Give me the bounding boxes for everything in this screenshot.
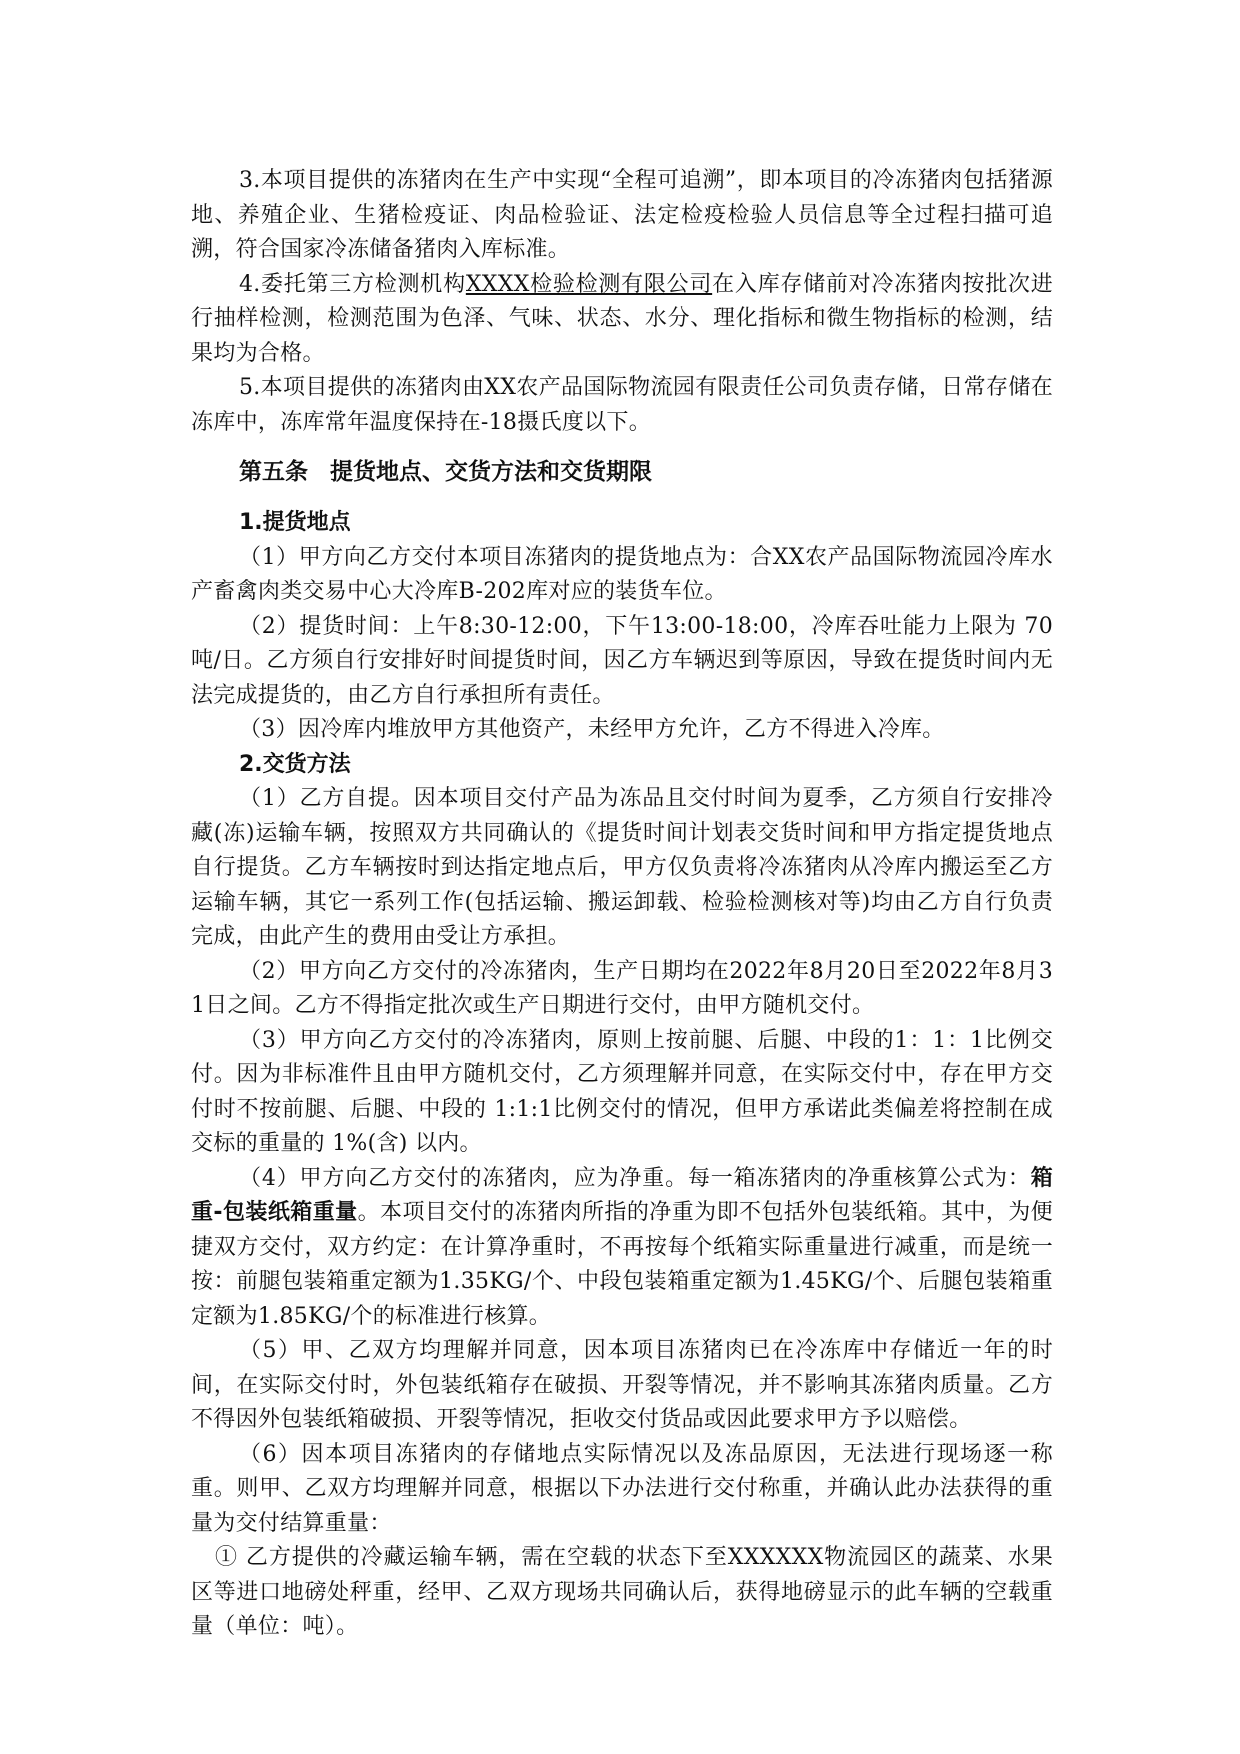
delivery-item-1: （1）乙方自提。因本项目交付产品为冻品且交付时间为夏季，乙方须自行安排冷藏(冻)运输车辆，按照双方共同确认的《提货时间计划表交货时间和甲方指定提货地点自行提货。乙方车辆按时到达指定地点后，甲方仅负责将冷冻猪肉从冷库内搬运至乙方运输车辆，其它一系列工作(包括运输、搬运卸载、检验检测核对等)均由乙方自行负责完成，由此产生的费用由受让方承担。 (191, 786, 1053, 949)
paragraph-storage: 5.本项目提供的冻猪肉由XX农产品国际物流园有限责任公司负责存储，日常存储在冻库中，冻库常年温度保持在-18摄氏度以下。 (191, 375, 1053, 435)
paragraph-traceability: 3.本项目提供的冻猪肉在生产中实现“全程可追溯”，即本项目的冷冻猪肉包括猪源地、养殖企业、生猪检疫证、肉品检验证、法定检疫检验人员信息等全过程扫描可追溯，符合国家冷冻储备猪肉入库标准。 (191, 168, 1053, 262)
text-segment: 4.委托第三方检测机构 (239, 271, 466, 297)
pickup-item-3: （3）因冷库内堆放甲方其他资产，未经甲方允许，乙方不得进入冷库。 (239, 717, 945, 742)
article-number: 第五条 (239, 459, 308, 485)
delivery-item-6: （6）因本项目冻猪肉的存储地点实际情况以及冻品原因，无法进行现场逐一称重。则甲、乙双方均理解并同意，根据以下办法进行交付称重，并确认此办法获得的重量为交付结算重量： (191, 1441, 1053, 1536)
delivery-item-3: （3）甲方向乙方交付的冷冻猪肉，原则上按前腿、后腿、中段的1：1：1比例交付。因为非标准件且由甲方随机交付，乙方须理解并同意，在实际交付中，存在甲方交付时不按前腿、后腿、中段的 1:1:1比例交付的情况，但甲方承诺此类偏差将控制在成交标的重量的 1%(含) 以内。 (191, 1027, 1053, 1156)
article-title: 提货地点、交货方法和交货期限 (330, 459, 652, 485)
section-title-delivery-method: 2.交货方法 (239, 751, 351, 777)
delivery-item-4 (191, 1162, 1053, 1335)
paragraph-third-party-testing (191, 268, 1053, 372)
net-weight-formula: 箱重-包装纸箱重量 (191, 1165, 1053, 1225)
text-segment: 。本项目交付的冻猪肉所指的净重为即不包括外包装纸箱。其中，为便捷双方交付，双方约定：在计算净重时，不再按每个纸箱实际重量进行减重，而是统一按：前腿包装箱重定额为1.35KG/个、中段包装箱重定额为1.45KG/个、后腿包装箱重定额为1.85KG/个的标准进行核算。 (191, 1200, 1053, 1329)
text-segment: 在入库存储前对冷冻猪肉按批次进行抽样检测，检测范围为色泽、气味、状态、水分、理化指标和微生物指标的检测，结果均为合格。 (191, 271, 1053, 366)
pickup-item-1: （1）甲方向乙方交付本项目冻猪肉的提货地点为：合XX农产品国际物流园冷库水产畜禽肉类交易中心大冷库B-202库对应的装货车位。 (191, 544, 1053, 604)
section-title-pickup-location: 1.提货地点 (239, 510, 351, 535)
document-body (191, 164, 1053, 1645)
delivery-item-5: （5）甲、乙双方均理解并同意，因本项目冻猪肉已在冷冻库中存储近一年的时间，在实际交付时，外包装纸箱存在破损、开裂等情况，并不影响其冻猪肉质量。乙方不得因外包装纸箱破损、开裂等情况，拒收交付货品或因此要求甲方予以赔偿。 (191, 1338, 1053, 1432)
article-heading (191, 454, 1053, 490)
delivery-item-2: （2）甲方向乙方交付的冷冻猪肉，生产日期均在2022年8月20日至2022年8月31日之间。乙方不得指定批次或生产日期进行交付，由甲方随机交付。 (191, 958, 1053, 1018)
text-segment: （4）甲方向乙方交付的冻猪肉，应为净重。每一箱冻猪肉的净重核算公式为： (239, 1165, 1031, 1191)
pickup-item-2: （2）提货时间：上午8:30-12:00，下午13:00-18:00，冷库吞吐能力上限为 70 吨/日。乙方须自行安排好时间提货时间，因乙方车辆迟到等原因，导致在提货时间内无法完成提货的，由乙方自行承担所有责任。 (191, 613, 1053, 708)
testing-agency-name: XXXX检验检测有限公司 (465, 271, 713, 297)
weighing-step-1: ① 乙方提供的冷藏运输车辆，需在空载的状态下至XXXXXX物流园区的蔬菜、水果区等进口地磅处秤重，经甲、乙双方现场共同确认后，获得地磅显示的此车辆的空载重量（单位：吨）。 (191, 1545, 1053, 1639)
